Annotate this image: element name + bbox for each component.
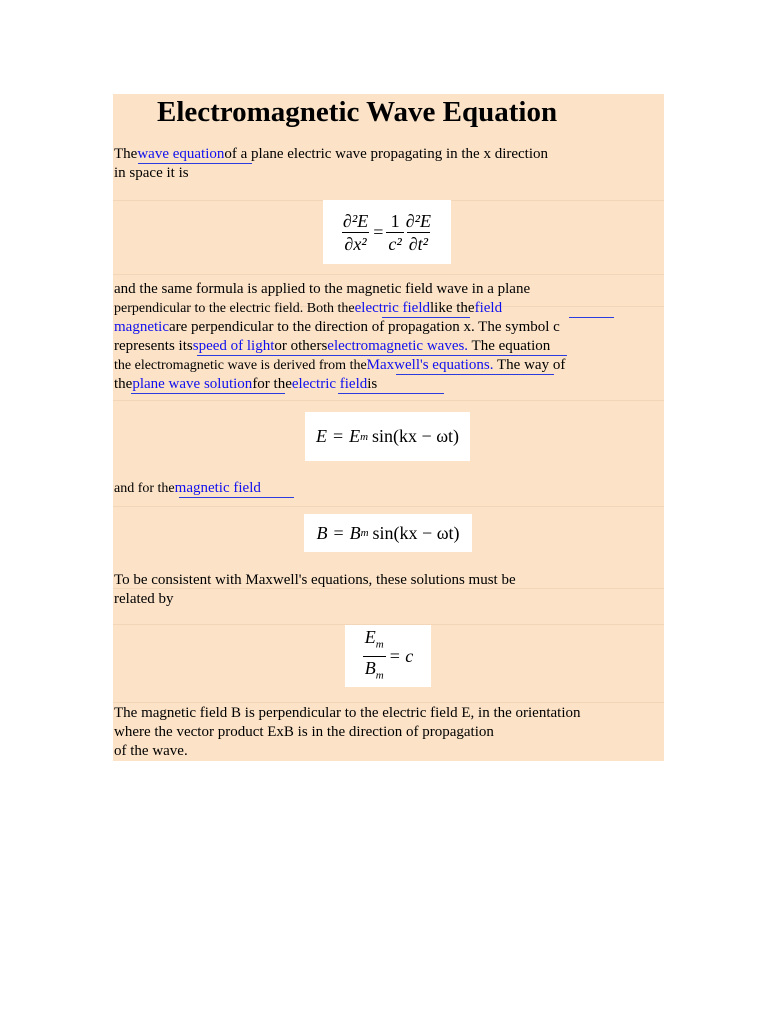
denominator: ∂t² xyxy=(408,233,429,254)
paragraph-body-line2 xyxy=(114,299,502,318)
numerator: 1 xyxy=(390,210,400,231)
expression: sin(kx − ωt) xyxy=(372,426,460,446)
fraction-one-over-c2 xyxy=(386,211,403,254)
fraction-em-over-bm xyxy=(363,627,386,685)
text: or others xyxy=(274,338,328,354)
expression: sin(kx − ωt) xyxy=(372,522,460,543)
paragraph-intro xyxy=(114,145,548,164)
link-maxwells-equations[interactable]: Maxwell's equations. xyxy=(366,357,494,373)
symbol: E xyxy=(349,426,361,446)
numerator: $E_m$ xyxy=(364,626,384,651)
link-wave-equation[interactable]: wave equation xyxy=(137,146,225,162)
paragraph-conclusion-line3: of the wave. xyxy=(114,743,188,759)
numerator: ∂²E xyxy=(405,210,432,231)
link-field[interactable]: field xyxy=(474,300,503,316)
text: The equation xyxy=(468,338,551,354)
text: of a plane electric wave propagating in the x direction xyxy=(224,146,549,162)
link-electromagnetic-waves[interactable]: electromagnetic waves. xyxy=(327,338,469,354)
paragraph-body-line5 xyxy=(114,356,565,375)
link-electric-field-2[interactable]: electric field xyxy=(291,376,368,392)
text: the xyxy=(114,376,133,392)
link-electric-field[interactable]: electric field xyxy=(354,300,430,316)
expression: = c xyxy=(388,645,414,666)
page-title: Electromagnetic Wave Equation xyxy=(157,96,558,128)
symbol: B xyxy=(349,522,361,543)
link-plane-wave-solution[interactable]: plane wave solution xyxy=(132,376,253,392)
text: for the xyxy=(252,376,292,392)
paragraph-conclusion-line1: The magnetic field B is perpendicular to the electric field E, in the orientation xyxy=(114,705,581,721)
link-underline xyxy=(179,497,294,498)
link-magnetic[interactable]: magnetic xyxy=(114,319,169,335)
link-underline xyxy=(396,374,554,375)
divider xyxy=(113,702,664,703)
paragraph-body-line4 xyxy=(114,337,550,356)
symbol: B xyxy=(316,522,328,543)
text: and for the xyxy=(114,481,175,496)
paragraph-conclusion-line2: where the vector product ExB is in the direction of propagation xyxy=(114,724,494,740)
paragraph-intro-line2: in space it is xyxy=(114,165,189,181)
fraction-d2e-dt2 xyxy=(404,211,433,254)
paragraph-body-line3 xyxy=(114,318,560,337)
subscript: m xyxy=(360,527,369,539)
text: are perpendicular to the direction of propagation x. The symbol c xyxy=(168,319,560,335)
paragraph-magnetic-intro xyxy=(114,479,261,498)
divider xyxy=(113,274,664,275)
text: perpendicular to the electric field. Both the xyxy=(114,301,355,316)
subscript: m xyxy=(360,430,369,443)
text: The way of xyxy=(493,357,566,373)
equation-magnetic-solution: B = B m sin(kx − ωt) xyxy=(304,514,472,552)
symbol: E xyxy=(315,426,327,446)
text: is xyxy=(367,376,378,392)
link-underline xyxy=(338,393,444,394)
divider xyxy=(113,506,664,507)
link-speed-of-light[interactable]: speed of light xyxy=(192,338,275,354)
equation-wave xyxy=(323,200,451,264)
denominator: ∂x² xyxy=(344,233,367,254)
paragraph-body-line1: and the same formula is applied to the magnetic field wave in a plane xyxy=(114,281,531,297)
paragraph-body-line6 xyxy=(114,375,377,394)
text: like the xyxy=(430,300,475,316)
text: The xyxy=(114,146,138,162)
denominator: $B_m$ xyxy=(363,656,386,686)
equation-electric-solution: E = E m sin(kx − ωt) xyxy=(305,412,470,461)
text: the electromagnetic wave is derived from the xyxy=(114,358,367,373)
link-underline xyxy=(131,393,285,394)
equation-ratio xyxy=(345,625,431,687)
link-magnetic-field[interactable]: magnetic field xyxy=(174,480,261,496)
numerator: ∂²E xyxy=(342,210,369,231)
fraction-d2e-dx2 xyxy=(341,211,370,254)
paragraph-consistency-line2: related by xyxy=(114,591,174,607)
link-underline xyxy=(569,317,614,318)
article-panel xyxy=(113,94,664,761)
text: represents its xyxy=(114,338,193,354)
denominator: c² xyxy=(388,233,402,254)
divider xyxy=(113,400,664,401)
equals-sign: = xyxy=(373,221,384,242)
paragraph-consistency-line1: To be consistent with Maxwell's equations, these solutions must be xyxy=(114,572,516,588)
